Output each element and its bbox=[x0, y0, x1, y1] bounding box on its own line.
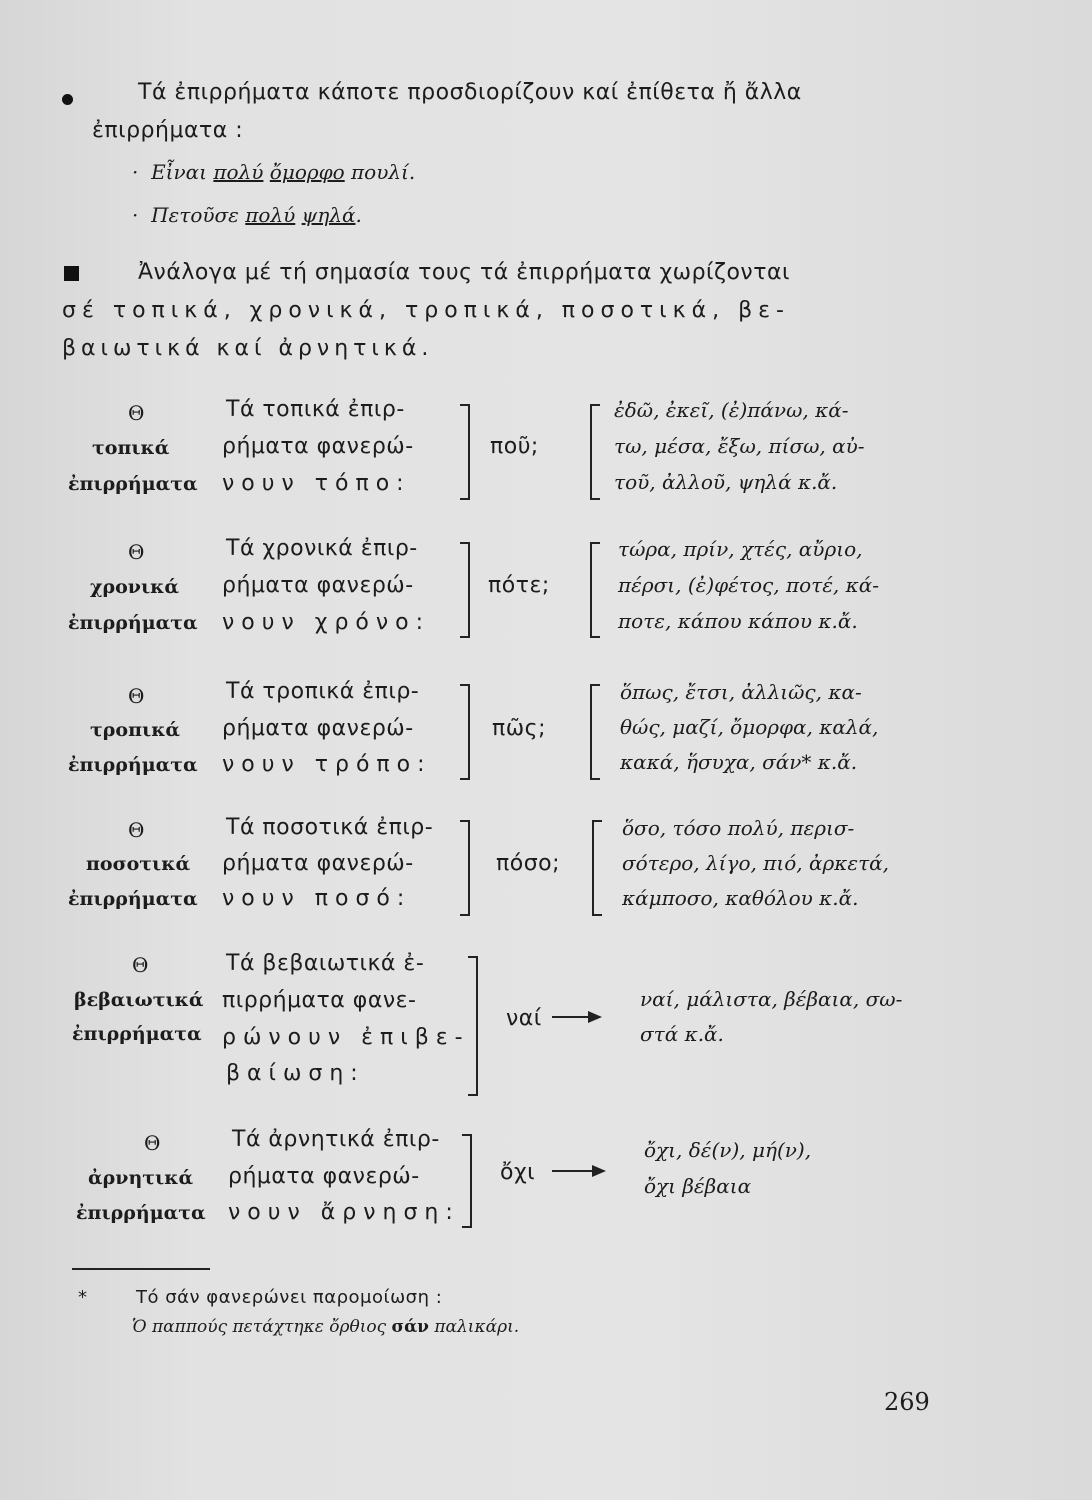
theta-marker: Θ bbox=[132, 953, 149, 977]
small-bullet-icon: · bbox=[132, 203, 139, 227]
example-2-start: Πετοῦσε bbox=[151, 203, 246, 227]
row-example-1: τώρα, πρίν, χτές, αὔριο, bbox=[618, 537, 863, 561]
example-1-underlined-1: πολύ bbox=[213, 160, 264, 184]
row-label-2: ἐπιρρήματα bbox=[68, 888, 198, 910]
row-example-3: κακά, ἥσυχα, σάν* κ.ἄ. bbox=[620, 750, 858, 774]
footnote-line-1: Τό σάν φανερώνει παρομοίωση : bbox=[136, 1287, 443, 1308]
footnote-marker: * bbox=[78, 1287, 88, 1308]
categories-line-2: σέ τοπικά, χρονικά, τροπικά, ποσοτικά, βε- bbox=[62, 298, 790, 323]
row-example-3: ποτε, κάπου κάπου κ.ἄ. bbox=[618, 609, 858, 633]
theta-marker: Θ bbox=[144, 1131, 161, 1155]
row-desc-1: Τά χρονικά ἐπιρ- bbox=[226, 536, 418, 561]
row-desc-1: Τά τοπικά ἐπιρ- bbox=[226, 397, 405, 422]
theta-marker: Θ bbox=[128, 684, 145, 708]
bracket-right bbox=[460, 404, 470, 500]
row-desc-3: νουν τόπο: bbox=[222, 471, 411, 496]
row-desc-2: ρήματα φανερώ- bbox=[222, 716, 414, 741]
theta-marker: Θ bbox=[128, 818, 145, 842]
row-label-1: χρονικά bbox=[90, 576, 180, 598]
row-label-2: ἐπιρρήματα bbox=[68, 754, 198, 776]
row-example-2: σότερο, λίγο, πιό, ἀρκετά, bbox=[622, 851, 890, 875]
row-desc-3: ρώνουν ἐπιβε- bbox=[222, 1025, 470, 1050]
example-1-end: πουλί. bbox=[344, 160, 416, 184]
row-desc-3: νουν ἄρνηση: bbox=[228, 1200, 460, 1225]
row-desc-2: ρήματα φανερώ- bbox=[222, 434, 414, 459]
theta-marker: Θ bbox=[128, 540, 145, 564]
row-example-1: ὄχι, δέ(ν), μή(ν), bbox=[644, 1138, 812, 1162]
small-bullet-icon: · bbox=[132, 160, 139, 184]
row-desc-2: ρήματα φανερώ- bbox=[222, 851, 414, 876]
row-label-1: ποσοτικά bbox=[86, 853, 191, 875]
row-desc-1: Τά τροπικά ἐπιρ- bbox=[226, 679, 420, 704]
intro-line-2: ἐπιρρήματα : bbox=[92, 118, 244, 143]
row-example-1: ὅσο, τόσο πολύ, περισ- bbox=[622, 816, 855, 840]
row-question: πόσο; bbox=[496, 851, 561, 876]
bracket-left bbox=[590, 684, 600, 780]
example-2 bbox=[132, 203, 362, 227]
bracket-left bbox=[590, 404, 600, 500]
row-label-1: βεβαιωτικά bbox=[74, 989, 204, 1011]
bracket-right bbox=[460, 542, 470, 638]
row-example-3: κάμποσο, καθόλου κ.ἄ. bbox=[622, 886, 859, 910]
row-desc-2: ρήματα φανερώ- bbox=[228, 1164, 420, 1189]
row-desc-3: νουν τρόπο: bbox=[222, 752, 432, 777]
row-example-2: ὄχι βέβαια bbox=[644, 1174, 752, 1198]
bracket-right bbox=[468, 956, 478, 1096]
theta-marker: Θ bbox=[128, 401, 145, 425]
row-desc-4: βαίωση: bbox=[226, 1061, 365, 1086]
footnote-example-end: παλικάρι. bbox=[428, 1317, 520, 1337]
square-bullet-icon bbox=[64, 266, 79, 281]
example-1-underlined-2: ὄμορφο bbox=[269, 160, 345, 184]
footnote-rule bbox=[72, 1268, 210, 1270]
row-question: ὄχι bbox=[500, 1160, 536, 1185]
bracket-right bbox=[462, 1134, 472, 1228]
row-label-1: ἀρνητικά bbox=[88, 1167, 194, 1189]
row-example-2: τω, μέσα, ἔξω, πίσω, αὐ- bbox=[614, 434, 865, 458]
row-example-2: στά κ.ἄ. bbox=[640, 1022, 724, 1046]
footnote-example-start: Ὁ παππούς πετάχτηκε ὄρθιος bbox=[132, 1317, 392, 1337]
page-number: 269 bbox=[884, 1388, 930, 1416]
row-label-2: ἐπιρρήματα bbox=[72, 1023, 202, 1045]
right-arrow-icon bbox=[552, 1009, 602, 1029]
bracket-right bbox=[460, 820, 470, 916]
row-desc-3: νουν ποσό: bbox=[222, 886, 412, 911]
categories-line-3: βαιωτικά καί ἀρνητικά. bbox=[62, 336, 434, 361]
row-label-2: ἐπιρρήματα bbox=[76, 1202, 206, 1224]
row-example-2: θώς, μαζί, ὄμορφα, καλά, bbox=[620, 715, 879, 739]
row-label-2: ἐπιρρήματα bbox=[68, 473, 198, 495]
row-desc-3: νουν χρόνο: bbox=[222, 610, 431, 635]
example-1 bbox=[132, 160, 415, 184]
row-label-1: τροπικά bbox=[90, 719, 181, 741]
categories-line-1: Ἀνάλογα μέ τή σημασία τους τά ἐπιρρήματα χωρίζονται bbox=[138, 260, 790, 285]
right-arrow-icon bbox=[552, 1163, 606, 1183]
row-label-2: ἐπιρρήματα bbox=[68, 612, 198, 634]
row-example-2: πέρσι, (ἐ)φέτος, ποτέ, κά- bbox=[618, 573, 880, 597]
row-question: πότε; bbox=[488, 573, 550, 598]
row-question: πῶς; bbox=[492, 716, 546, 741]
footnote-example-bold: σάν bbox=[391, 1317, 429, 1337]
row-desc-2: ρήματα φανερώ- bbox=[222, 573, 414, 598]
example-2-end: . bbox=[355, 203, 362, 227]
row-desc-1: Τά βεβαιωτικά ἐ- bbox=[226, 951, 425, 976]
bracket-left bbox=[590, 542, 600, 638]
example-2-underlined-1: πολύ bbox=[245, 203, 296, 227]
row-desc-1: Τά ποσοτικά ἐπιρ- bbox=[226, 815, 434, 840]
row-example-1: ἐδῶ, ἐκεῖ, (ἐ)πάνω, κά- bbox=[614, 398, 849, 422]
example-1-start: Εἶναι bbox=[151, 160, 214, 184]
footnote-line-2 bbox=[132, 1317, 519, 1337]
bracket-right bbox=[460, 684, 470, 780]
row-label-1: τοπικά bbox=[92, 437, 170, 459]
row-example-1: ὅπως, ἔτσι, ἀλλιῶς, κα- bbox=[620, 680, 862, 704]
example-2-underlined-2: ψηλά bbox=[301, 203, 356, 227]
row-question: ποῦ; bbox=[490, 434, 539, 459]
row-desc-1: Τά ἀρνητικά ἐπιρ- bbox=[232, 1127, 440, 1152]
intro-line-1: Τά ἐπιρρήματα κάποτε προσδιορίζουν καί ἐπίθετα ἤ ἄλλα bbox=[138, 80, 802, 105]
bracket-left bbox=[592, 820, 602, 916]
row-example-3: τοῦ, ἀλλοῦ, ψηλά κ.ἄ. bbox=[614, 470, 838, 494]
row-example-1: ναί, μάλιστα, βέβαια, σω- bbox=[640, 987, 903, 1011]
bullet-icon bbox=[62, 94, 73, 105]
row-question: ναί bbox=[506, 1006, 542, 1031]
row-desc-2: πιρρήματα φανε- bbox=[222, 988, 417, 1013]
